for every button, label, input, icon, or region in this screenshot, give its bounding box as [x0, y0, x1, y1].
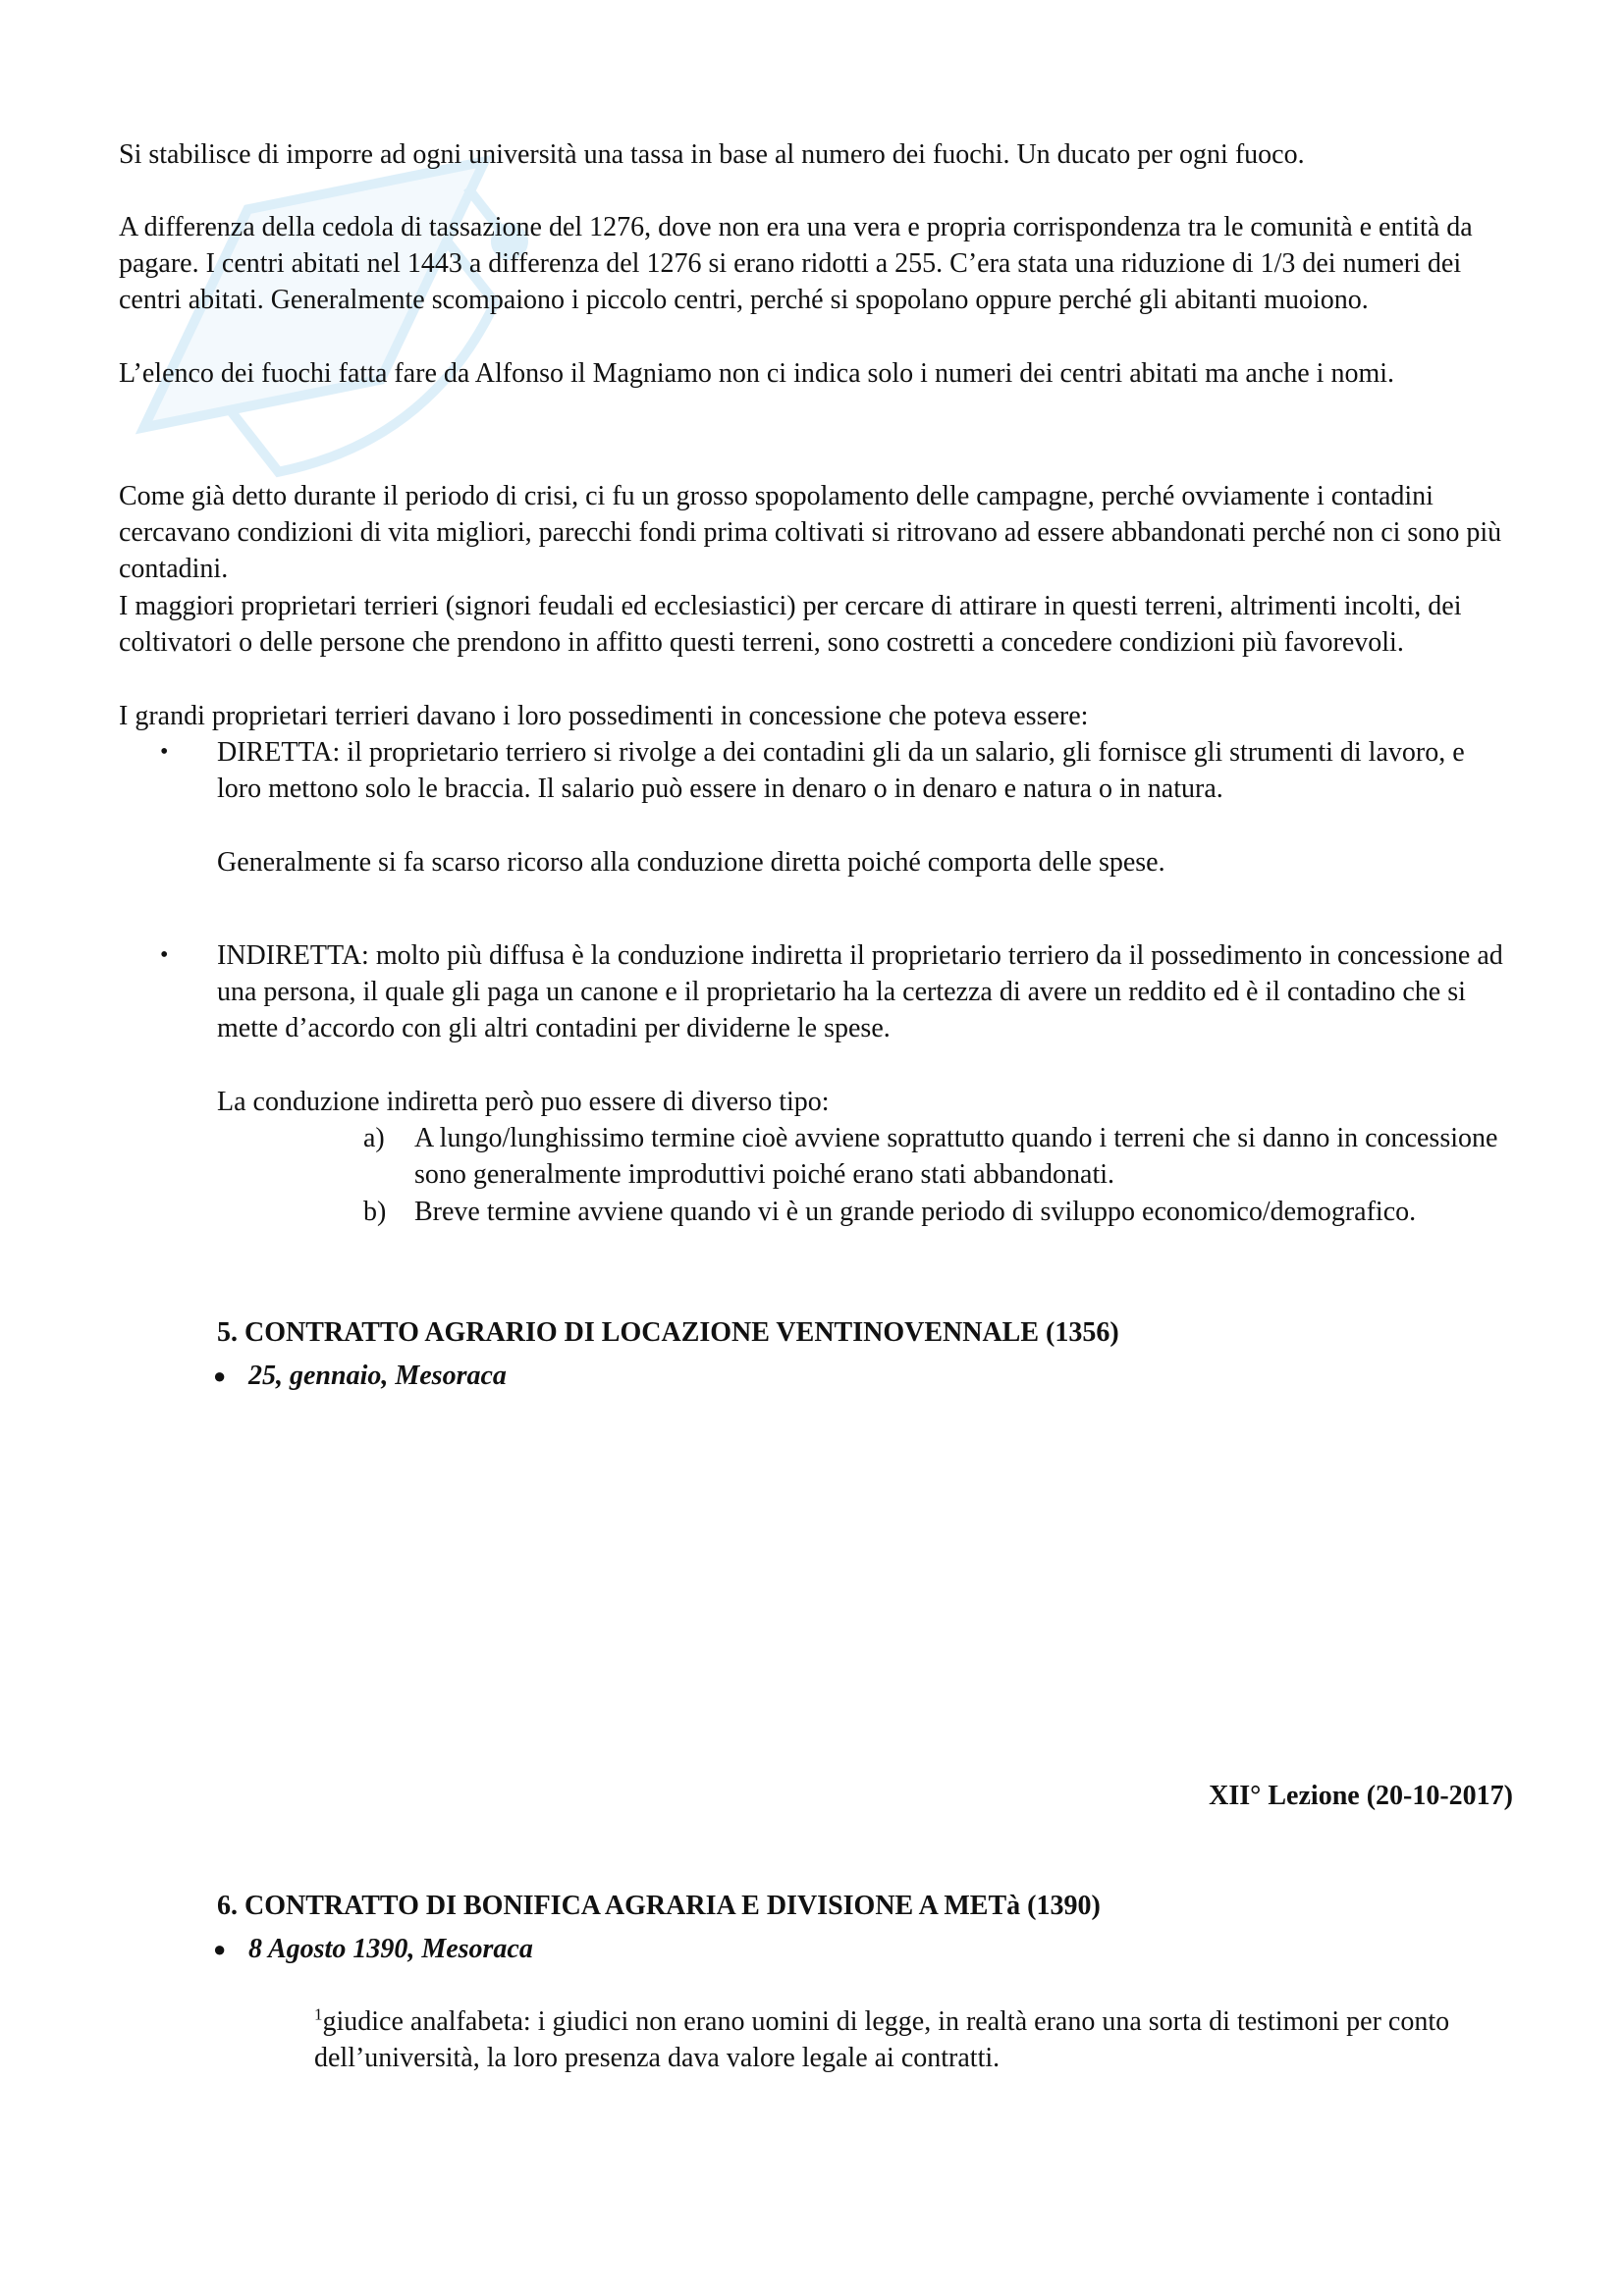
paragraph-elenco-fuochi: L’elenco dei fuochi fatta fare da Alfonso il Magniamo non ci indica solo i numeri dei centri abitati ma anche i nomi.: [119, 358, 1395, 389]
bullet-icon: ●: [213, 1363, 227, 1388]
footnote: [314, 2003, 1473, 2076]
section-6-item: [213, 1931, 533, 1967]
bullet-icon: •: [160, 942, 169, 968]
paragraph-concessione: I grandi proprietari terrieri davano i loro possedimenti in concessione che poteva essere:: [119, 701, 1089, 731]
sub-text: Breve termine avviene quando vi è un grande periodo di sviluppo economico/demografico.: [414, 1197, 1417, 1227]
sub-text: A lungo/lunghissimo termine cioè avviene soprattutto quando i terreni che si danno in concessione sono generalmente improduttivi poiché erano stati abbandonati.: [414, 1123, 1498, 1190]
section-6-item-text: 8 Agosto 1390, Mesoraca: [248, 1934, 533, 1964]
section-5-item-text: 25, gennaio, Mesoraca: [248, 1361, 507, 1391]
lesson-header: XII° Lezione (20-10-2017): [1209, 1781, 1513, 1811]
indiretta-text: INDIRETTA: molto più diffusa è la conduzione indiretta il proprietario terriero da il possedimento in concessione ad una persona, il quale gli paga un canone e il proprietario ha la certezza di avere un reddito ed è il contadino che si mette d’accordo con gli altri contadini per dividerne le spese.: [217, 940, 1503, 1043]
sub-marker: a): [363, 1123, 385, 1153]
footnote-text: giudice analfabeta: i giudici non erano uomini di legge, in realtà erano una sorta di testimoni per conto dell’università, la loro presenza dava valore legale ai contratti.: [314, 2006, 1450, 2073]
diretta-text: DIRETTA: il proprietario terriero si rivolge a dei contadini gli da un salario, gli fornisce gli strumenti di lavoro, e loro mettono solo le braccia. Il salario può essere in denaro o in denaro e natura o in natura.: [217, 737, 1465, 804]
section-5-item: [213, 1358, 507, 1394]
indiretta-note-text: La conduzione indiretta però puo essere di diverso tipo:: [217, 1087, 830, 1117]
paragraph-cedola: A differenza della cedola di tassazione del 1276, dove non era una vera e propria corrispondenza tra le comunità e entità da pagare. I centri abitati nel 1443 a differenza del 1276 si erano ridotti a 255. C’era stata una riduzione di 1/3 dei numeri dei centri abitati. Generalmente scompaiono i piccolo centri, perché si spopolano oppure perché gli abitanti muoiono.: [119, 212, 1473, 315]
sub-marker: b): [363, 1197, 387, 1227]
section-5-title: 5. CONTRATTO AGRARIO DI LOCAZIONE VENTINOVENNALE (1356): [217, 1317, 1119, 1348]
paragraph-crisi: Come già detto durante il periodo di crisi, ci fu un grosso spopolamento delle campagne, perché ovviamente i contadini cercavano condizioni di vita migliori, parecchi fondi prima coltivati si ritrovano ad essere abbandonati perché non ci sono più contadini.: [119, 481, 1502, 584]
bullet-icon: ●: [213, 1937, 227, 1961]
section-6-title: 6. CONTRATTO DI BONIFICA AGRARIA E DIVISIONE A METà (1390): [217, 1891, 1101, 1921]
diretta-note-text: Generalmente si fa scarso ricorso alla conduzione diretta poiché comporta delle spese.: [217, 847, 1165, 878]
paragraph-tax: Si stabilisce di imporre ad ogni università una tassa in base al numero dei fuochi. Un ducato per ogni fuoco.: [119, 139, 1305, 170]
footnote-number: 1: [314, 2004, 323, 2024]
bullet-icon: •: [160, 739, 169, 765]
paragraph-proprietari: I maggiori proprietari terrieri (signori feudali ed ecclesiastici) per cercare di attirare in questi terreni, altrimenti incolti, dei coltivatori o delle persone che prendono in affitto questi terreni, sono costretti a concedere condizioni più favorevoli.: [119, 591, 1462, 658]
